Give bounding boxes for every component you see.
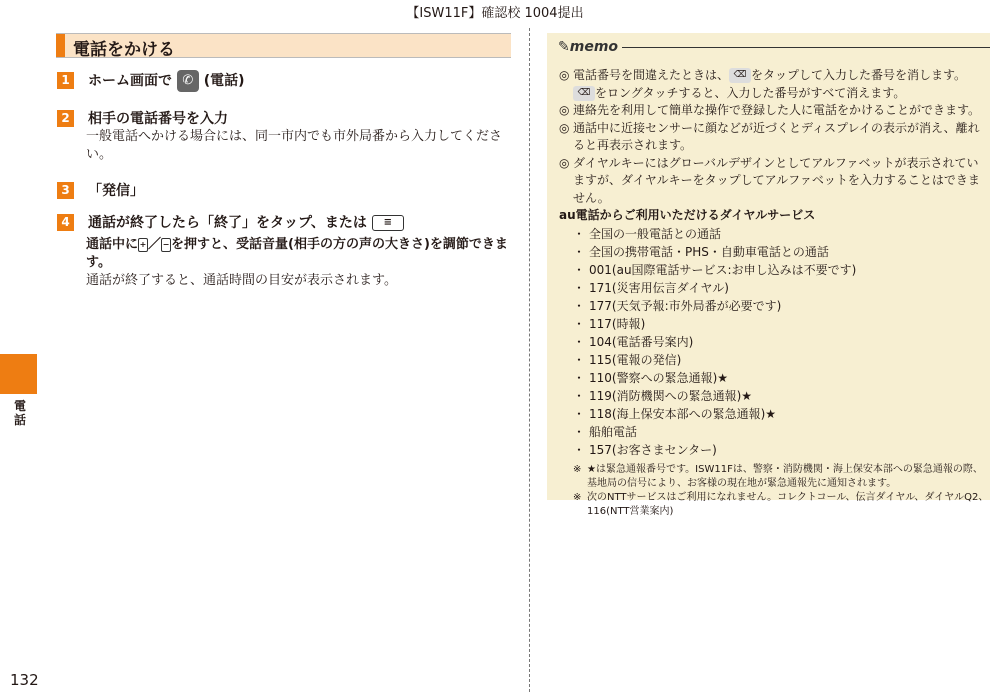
memo-item-text: をタップして入力した番号を消します。 <box>751 68 967 82</box>
service-text: 110(警察への緊急通報)★ <box>589 370 729 385</box>
memo-rule <box>622 47 990 48</box>
service-text: 104(電話番号案内) <box>589 334 694 349</box>
step-1-title-a: ホーム画面で <box>88 73 172 89</box>
step-4 <box>57 212 512 232</box>
note-item <box>573 463 989 491</box>
bullet-icon: ・ <box>573 334 586 349</box>
memo-box <box>547 33 990 517</box>
step-4-volume-note <box>86 236 511 272</box>
service-text: 117(時報) <box>589 316 646 331</box>
service-text: 船舶電話 <box>589 424 638 439</box>
memo-item <box>559 67 989 102</box>
step-4-bold-b: を押すと、受話音量(相手の方の声の大きさ)を調節できます。 <box>86 237 508 270</box>
step-4-body-text: 通話が終了すると、通話時間の目安が表示されます。 <box>86 273 397 288</box>
memo-marker: ◎ <box>559 68 570 82</box>
step-4-body <box>86 236 511 290</box>
note-text: ★は緊急通報番号です。ISW11Fは、警察・消防機関・海上保安本部への緊急通報の際、基地局の信号により、お客様の現在地が緊急通報先に通知されます。 <box>587 463 983 489</box>
step-2-body: 一般電話へかける場合には、同一市内でも市外局番から入力してください。 <box>86 129 503 162</box>
service-text: 157(お客さまセンター) <box>589 442 717 457</box>
page-header: 【ISW11F】確認校 1004提出 <box>406 6 584 21</box>
service-item <box>559 333 989 351</box>
service-item <box>559 279 989 297</box>
service-item <box>559 243 989 261</box>
bullet-icon: ・ <box>573 442 586 457</box>
bullet-icon: ・ <box>573 262 586 277</box>
memo-item <box>559 155 989 208</box>
step-1-title <box>88 70 245 92</box>
bullet-icon: ・ <box>573 298 586 313</box>
volume-up-icon: + <box>138 238 148 252</box>
memo-marker: ◎ <box>559 155 570 170</box>
service-item <box>559 369 989 387</box>
memo-marker: ◎ <box>559 103 570 117</box>
step-4-bold-sep: ／ <box>148 237 162 252</box>
service-text: 全国の携帯電話・PHS・自動車電話との通話 <box>589 244 829 259</box>
step-2-title: 相手の電話番号を入力 <box>88 111 228 127</box>
service-text: 119(消防機関への緊急通報)★ <box>589 388 753 403</box>
services-title: au電話からご利用いただけるダイヤルサービス <box>559 208 816 222</box>
service-item <box>559 405 989 423</box>
memo-item-text: ダイヤルキーにはグローバルデザインとしてアルファベットが表示されていますが、ダイヤルキーをタップしてアルファベットを入力することはできません。 <box>573 155 980 205</box>
memo-item <box>559 102 989 120</box>
service-text: 全国の一般電話との通話 <box>589 226 722 241</box>
step-4-title <box>88 212 404 232</box>
step-4-bold-a: 通話中に <box>86 237 139 252</box>
note-marker: ※ <box>573 463 582 475</box>
column-divider <box>529 28 530 692</box>
service-item <box>559 315 989 333</box>
menu-key-icon: ≡ <box>372 215 404 231</box>
step-1-title-b: (電話) <box>203 73 245 89</box>
step-number: 2 <box>57 110 74 127</box>
bullet-icon: ・ <box>573 244 586 259</box>
step-1 <box>57 70 512 94</box>
bullet-icon: ・ <box>573 352 586 367</box>
service-item <box>559 225 989 243</box>
bullet-icon: ・ <box>573 226 586 241</box>
memo-label-text: memo <box>569 39 619 55</box>
step-number: 4 <box>57 214 74 231</box>
memo-label <box>558 39 618 55</box>
side-tab <box>0 354 37 394</box>
section-title-bar <box>56 34 65 57</box>
bullet-icon: ・ <box>573 316 586 331</box>
service-text: 171(災害用伝言ダイヤル) <box>589 280 729 295</box>
delete-icon: ⌫ <box>573 86 595 101</box>
volume-down-icon: − <box>161 238 171 252</box>
side-tab-label: 電話 <box>13 399 26 427</box>
note-text: 次のNTTサービスはご利用になれません。コレクトコール、伝言ダイヤル、ダイヤルQ2、116(NTT営業案内) <box>587 491 989 517</box>
bullet-icon: ・ <box>573 424 586 439</box>
page-number: 132 <box>10 671 39 689</box>
service-item <box>559 297 989 315</box>
service-item <box>559 351 989 369</box>
memo-body <box>559 67 989 519</box>
memo-item-text: をロングタッチすると、入力した番号がすべて消えます。 <box>595 85 906 100</box>
pencil-icon: ✎ <box>558 39 570 55</box>
service-item <box>559 441 989 459</box>
memo-item-text: 通話中に近接センサーに顔などが近づくとディスプレイの表示が消え、離れると再表示されます。 <box>573 120 980 152</box>
service-item <box>559 387 989 405</box>
notes <box>559 463 989 519</box>
section-title: 電話をかける <box>73 40 175 60</box>
step-number: 1 <box>57 72 74 89</box>
bullet-icon: ・ <box>573 406 586 421</box>
service-item <box>559 423 989 441</box>
step-3-title: 「発信」 <box>88 183 144 199</box>
bullet-icon: ・ <box>573 280 586 295</box>
memo-marker: ◎ <box>559 120 570 135</box>
bullet-icon: ・ <box>573 370 586 385</box>
memo-item <box>559 120 989 155</box>
service-text: 118(海上保安本部への緊急通報)★ <box>589 406 777 421</box>
step-number: 3 <box>57 182 74 199</box>
service-text: 177(天気予報:市外局番が必要です) <box>589 298 782 313</box>
section-title-box <box>56 33 511 58</box>
services-list <box>559 225 989 459</box>
step-2 <box>57 108 512 128</box>
bullet-icon: ・ <box>573 388 586 403</box>
phone-app-icon: ✆ <box>177 70 199 92</box>
note-marker: ※ <box>573 491 582 503</box>
delete-icon: ⌫ <box>729 68 751 83</box>
service-item <box>559 261 989 279</box>
step-4-title-text: 通話が終了したら「終了」をタップ、または <box>88 215 367 231</box>
note-item <box>573 491 989 519</box>
step-3 <box>57 180 512 200</box>
memo-item-text: 電話番号を間違えたときは、 <box>573 68 730 82</box>
service-text: 115(電報の発信) <box>589 352 682 367</box>
service-text: 001(au国際電話サービス:お申し込みは不要です) <box>589 262 857 277</box>
memo-item-text: 連絡先を利用して簡単な操作で登録した人に電話をかけることができます。 <box>573 103 981 117</box>
